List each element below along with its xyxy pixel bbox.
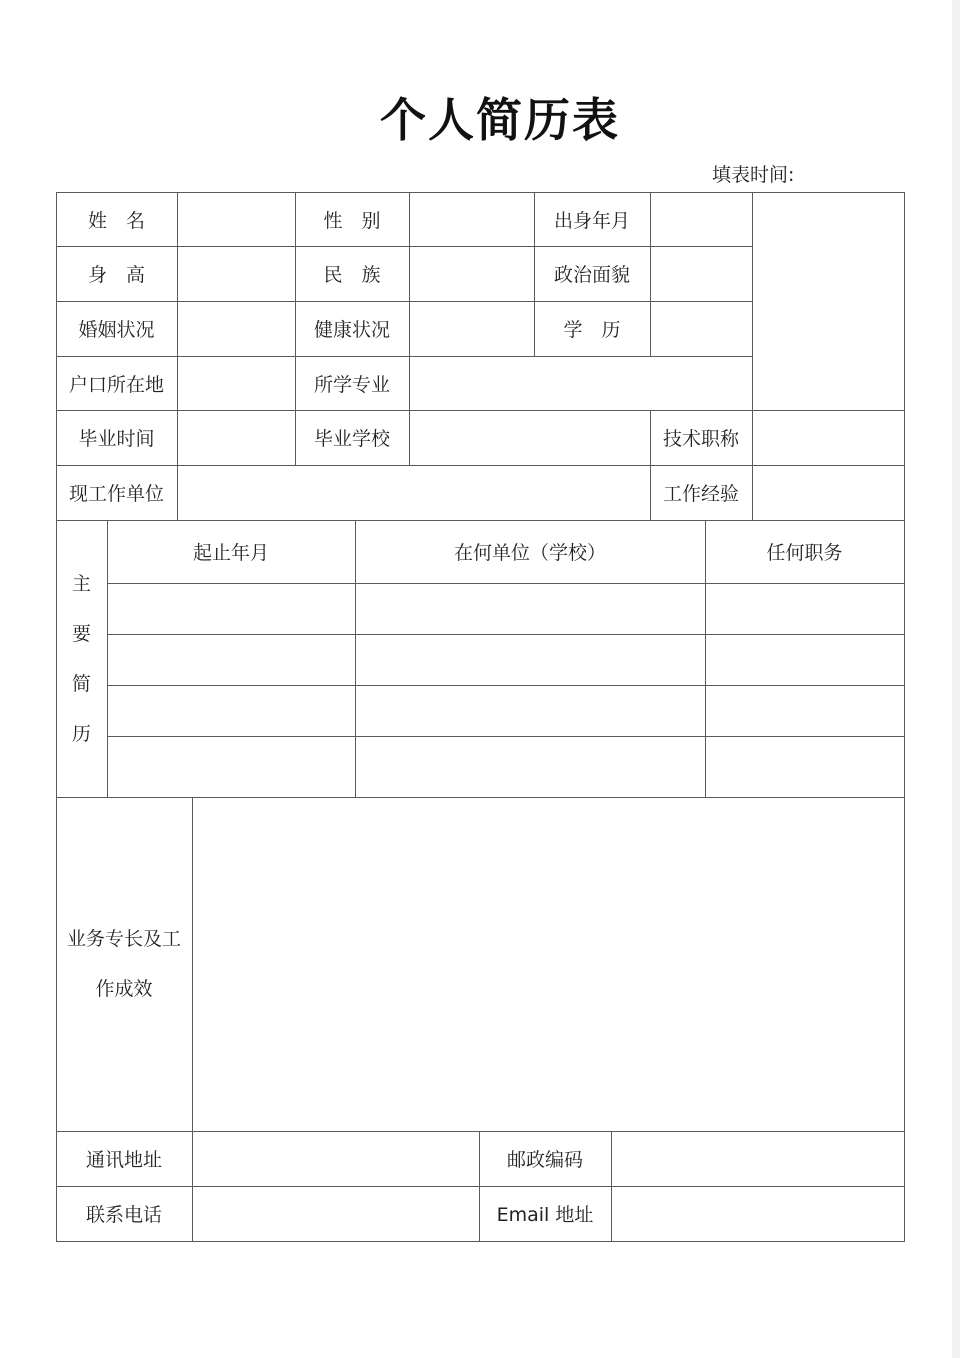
table-border-right <box>904 192 905 1242</box>
political-status-label: 政治面貌 <box>553 264 630 286</box>
phone-label: 联系电话 <box>85 1204 162 1226</box>
work-experience-label: 工作经验 <box>662 483 739 505</box>
resume-row-3-organization[interactable] <box>355 685 705 736</box>
resume-row-2-period[interactable] <box>107 634 355 685</box>
resume-row-4-organization[interactable] <box>355 736 705 797</box>
fill-time-label: 填表时间: <box>712 164 795 186</box>
resume-row-4-position[interactable] <box>705 736 904 797</box>
ethnicity-label: 民 族 <box>323 264 381 286</box>
specialty-field[interactable] <box>192 797 904 1131</box>
birth-date-label: 出身年月 <box>553 209 630 232</box>
page-edge <box>952 0 960 1358</box>
current-employer-label: 现工作单位 <box>68 483 164 505</box>
postal-code-label: 邮政编码 <box>506 1149 583 1171</box>
marital-status-field[interactable] <box>177 301 295 356</box>
resume-label-char: 简 <box>71 672 91 695</box>
resume-row-3-position[interactable] <box>705 685 904 736</box>
hukou-label: 户口所在地 <box>68 373 164 396</box>
current-employer-field[interactable] <box>177 465 650 520</box>
gender-field[interactable] <box>409 192 534 246</box>
marital-status-label: 婚姻状况 <box>78 319 155 341</box>
graduation-school-label: 毕业学校 <box>313 428 390 450</box>
resume-row-1-period[interactable] <box>107 583 355 634</box>
table-border-bottom <box>56 1241 905 1242</box>
political-status-field[interactable] <box>650 246 752 301</box>
education-label: 学 历 <box>563 319 621 341</box>
graduation-time-label: 毕业时间 <box>78 428 155 450</box>
gender-label: 性 别 <box>323 209 381 232</box>
resume-row-2-position[interactable] <box>705 634 904 685</box>
column-header-organization: 在何单位（学校） <box>453 542 606 564</box>
birth-date-field[interactable] <box>650 192 752 246</box>
page-title: 个人简历表 <box>380 93 620 147</box>
photo-area[interactable] <box>752 192 904 410</box>
health-field[interactable] <box>409 301 534 356</box>
height-label: 身 高 <box>87 264 145 286</box>
resume-row-1-position[interactable] <box>705 583 904 634</box>
address-field[interactable] <box>192 1131 479 1186</box>
column-header-position: 任何职务 <box>766 542 843 564</box>
phone-field[interactable] <box>192 1186 479 1241</box>
work-experience-field[interactable] <box>752 465 904 520</box>
resume-row-3-period[interactable] <box>107 685 355 736</box>
major-label: 所学专业 <box>313 373 390 396</box>
specialty-label: 业务专长及工作成效 <box>66 928 181 1000</box>
resume-label-char: 主 <box>71 572 91 595</box>
column-header-period: 起止年月 <box>192 542 269 564</box>
education-field[interactable] <box>650 301 752 356</box>
email-label: Email 地址 <box>496 1204 594 1226</box>
graduation-time-field[interactable] <box>177 410 295 465</box>
resume-label-char: 要 <box>71 622 91 645</box>
address-label: 通讯地址 <box>85 1149 162 1171</box>
technical-title-label: 技术职称 <box>662 428 739 450</box>
resume-section-label <box>56 520 107 797</box>
resume-row-1-organization[interactable] <box>355 583 705 634</box>
technical-title-field[interactable] <box>752 410 904 465</box>
height-field[interactable] <box>177 246 295 301</box>
major-field[interactable] <box>409 356 752 410</box>
email-field[interactable] <box>611 1186 904 1241</box>
resume-label-char: 历 <box>71 722 91 745</box>
health-label: 健康状况 <box>313 319 390 341</box>
graduation-school-field[interactable] <box>409 410 650 465</box>
postal-code-field[interactable] <box>611 1131 904 1186</box>
name-label: 姓 名 <box>87 209 145 232</box>
resume-row-2-organization[interactable] <box>355 634 705 685</box>
ethnicity-field[interactable] <box>409 246 534 301</box>
name-field[interactable] <box>177 192 295 246</box>
hukou-field[interactable] <box>177 356 295 410</box>
resume-row-4-period[interactable] <box>107 736 355 797</box>
